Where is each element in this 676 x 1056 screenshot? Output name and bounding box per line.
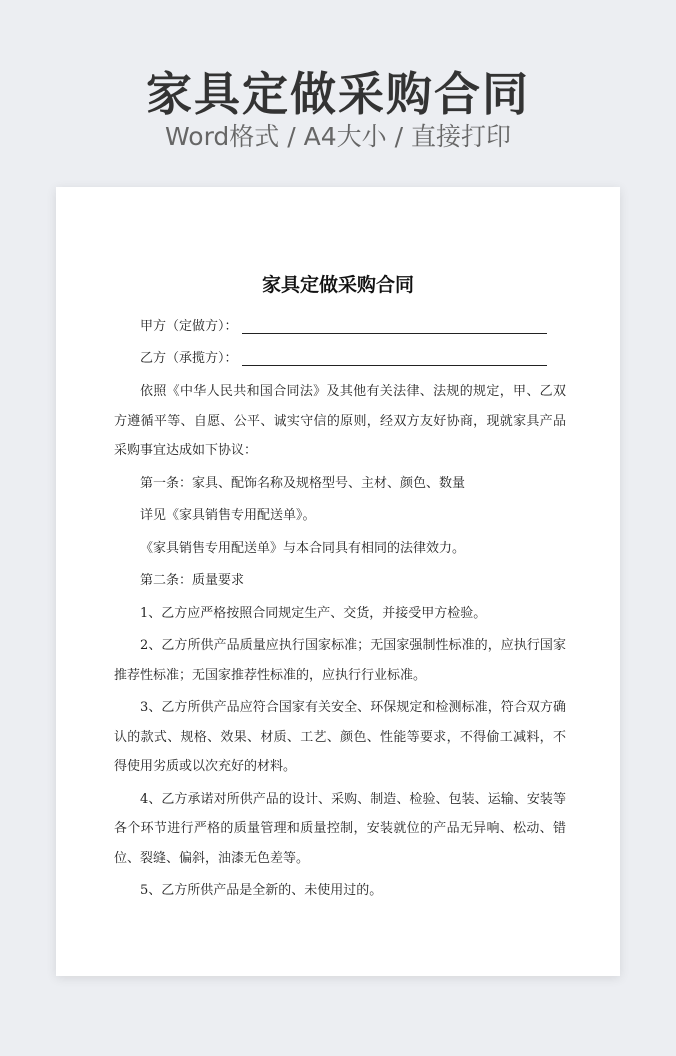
- paragraph-preamble: 依照《中华人民共和国合同法》及其他有关法律、法规的规定，甲、乙双方遵循平等、自愿、公平、诚实守信的原则，经双方友好协商，现就家具产品采购事宜达成如下协议：: [114, 384, 566, 458]
- document-title: 家具定做采购合同: [261, 274, 414, 296]
- paragraph-validity: 《家具销售专用配送单》与本合同具有相同的法律效力。: [140, 540, 466, 556]
- party-b-label: 乙方（承揽方）：: [140, 351, 238, 366]
- page-subtitle: Word格式 / A4大小 / 直接打印: [165, 122, 511, 151]
- paragraph-clause-3: 3、乙方所供产品应符合国家有关安全、环保规定和检测标准，符合双方确认的款式、规格、效果、材质、工艺、颜色、性能等要求，不得偷工减料，不得使用劣质或以次充好的材料。: [114, 700, 566, 774]
- paragraph-clause-1: 1、乙方应严格按照合同规定生产、交货，并接受甲方检验。: [140, 605, 487, 621]
- contract-body: [114, 377, 566, 909]
- page-title: 家具定做采购合同: [146, 67, 530, 121]
- document-page: [56, 187, 620, 976]
- paragraph-details: 详见《家具销售专用配送单》。: [140, 508, 316, 523]
- paragraph-clause-4: 4、乙方承诺对所供产品的设计、采购、制造、检验、包装、运输、安装等各个环节进行严格的质量管理和质量控制，安装就位的产品无异响、松动、错位、裂缝、偏斜，油漆无色差等。: [114, 791, 566, 866]
- party-b-blank-line: [242, 365, 547, 366]
- party-a-field: [140, 317, 238, 337]
- party-a-label: 甲方（定做方）：: [140, 319, 238, 334]
- paragraph-article-1: 第一条：家具、配饰名称及规格型号、主材、颜色、数量: [140, 475, 466, 491]
- party-b-field: [140, 349, 238, 369]
- party-a-blank-line: [242, 333, 547, 334]
- paragraph-clause-2: 2、乙方所供产品质量应执行国家标准；无国家强制性标准的，应执行国家推荐性标准；无国家推荐性标准的，应执行行业标准。: [114, 638, 566, 683]
- paragraph-article-2: 第二条：质量要求: [140, 573, 245, 588]
- paragraph-clause-5: 5、乙方所供产品是全新的、未使用过的。: [140, 883, 383, 898]
